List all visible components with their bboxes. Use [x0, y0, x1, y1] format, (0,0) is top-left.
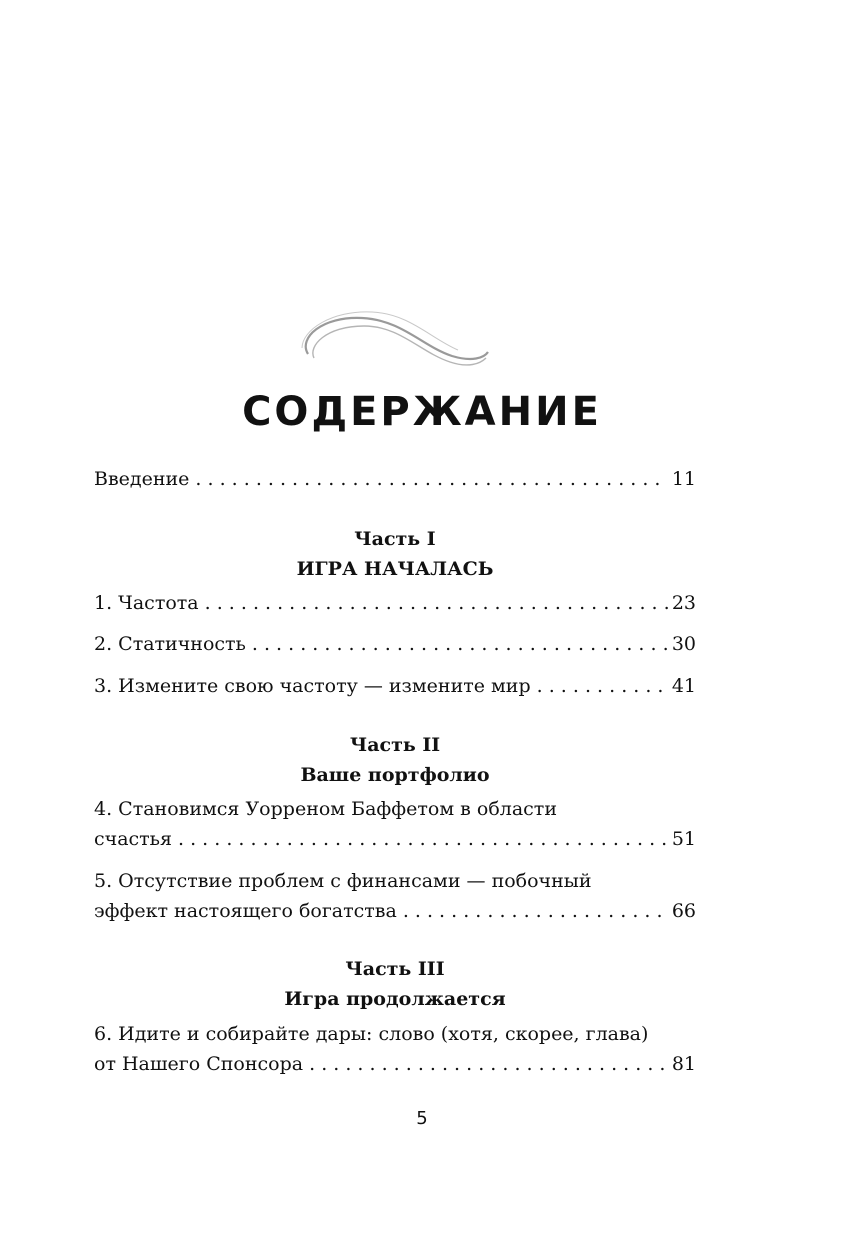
page-title: СОДЕРЖАНИЕ: [242, 389, 602, 435]
dot-leader: [195, 464, 667, 494]
toc-entry-chapter-6-line-1[interactable]: 6. Идите и собирайте дары: слово (хотя, скорее, глава): [94, 1023, 649, 1045]
toc-entry-label: от Нашего Спонсора: [94, 1053, 304, 1075]
part-1-name: ИГРА НАЧАЛАСЬ: [296, 558, 494, 580]
toc-entry-label: Введение: [94, 468, 190, 490]
page-number: 5: [416, 1108, 428, 1129]
toc-entry-page: 11: [671, 468, 696, 490]
toc-entry-chapter-1[interactable]: [94, 588, 696, 618]
part-2-number: Часть II: [349, 734, 441, 756]
toc-entry-chapter-5-line-1[interactable]: 5. Отсутствие проблем с финансами — побочный: [94, 870, 592, 892]
part-2-name: Ваше портфолио: [300, 764, 490, 786]
toc-entry-page: 66: [671, 900, 696, 922]
dot-leader: [205, 588, 668, 618]
dot-leader: [309, 1049, 668, 1079]
toc-entry-page: 81: [671, 1053, 696, 1075]
dot-leader: [178, 824, 668, 854]
toc-entry-page: 41: [671, 675, 696, 697]
toc-entry-page: 51: [671, 828, 696, 850]
toc-entry-chapter-3[interactable]: [94, 671, 696, 701]
toc-entry-label: счастья: [94, 828, 173, 850]
toc-entry-chapter-5[interactable]: [94, 896, 696, 926]
toc-entry-page: 30: [671, 633, 696, 655]
toc-entry-label: 3. Измените свою частоту — измените мир: [94, 675, 531, 697]
part-1-number: Часть I: [354, 528, 436, 550]
dot-leader: [537, 671, 668, 701]
toc-entry-label: эффект настоящего богатства: [94, 900, 397, 922]
part-3-name: Игра продолжается: [284, 988, 506, 1010]
toc-entry-chapter-6[interactable]: [94, 1049, 696, 1079]
dot-leader: [403, 896, 668, 926]
toc-entry-introduction[interactable]: [94, 464, 696, 494]
toc-entry-label: 2. Статичность: [94, 633, 246, 655]
toc-entry-chapter-4-line-1[interactable]: 4. Становимся Уорреном Баффетом в области: [94, 798, 557, 820]
part-3-number: Часть III: [345, 958, 445, 980]
ornament-swirl-icon: [292, 308, 492, 374]
toc-entry-chapter-4[interactable]: [94, 824, 696, 854]
toc-entry-page: 23: [671, 592, 696, 614]
dot-leader: [252, 629, 668, 659]
toc-entry-label: 1. Частота: [94, 592, 199, 614]
toc-entry-chapter-2[interactable]: [94, 629, 696, 659]
